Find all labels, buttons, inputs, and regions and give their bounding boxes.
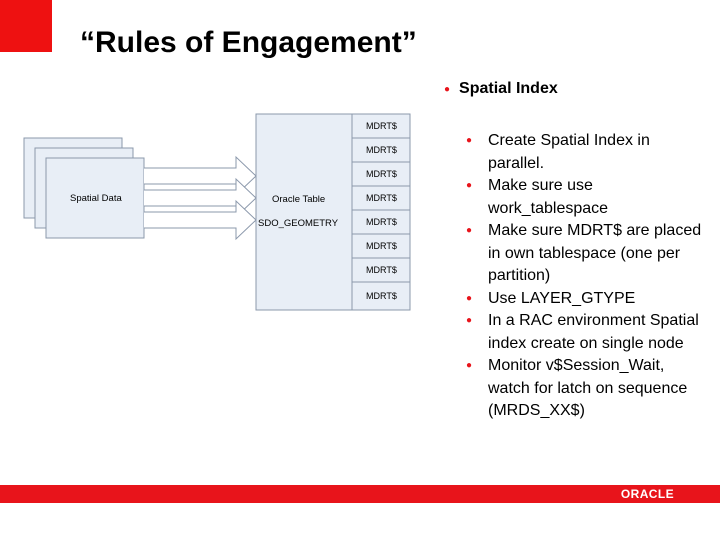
oracle-table-label: Oracle Table <box>272 194 326 205</box>
bullet-dot-icon: ● <box>444 83 451 95</box>
bullet-dot-icon: ● <box>466 360 473 371</box>
mdrt-label: MDRT$ <box>366 241 397 251</box>
mdrt-label: MDRT$ <box>366 291 397 301</box>
bullet-dot-icon: ● <box>466 180 473 191</box>
arrow-3 <box>144 201 256 239</box>
mdrt-column <box>352 114 410 310</box>
bullet-dot-icon: ● <box>466 135 473 146</box>
bullet-list <box>466 130 706 423</box>
mdrt-label: MDRT$ <box>366 193 397 203</box>
bullet-item <box>466 220 706 288</box>
bullet-text: Make sure use work_tablespace <box>488 177 609 217</box>
mdrt-label: MDRT$ <box>366 217 397 227</box>
oracle-table-box <box>256 114 352 310</box>
footer-bar <box>0 485 720 503</box>
mdrt-label: MDRT$ <box>366 169 397 179</box>
bullet-text: Make sure MDRT$ are placed in own tablespace (one per partition) <box>488 222 702 284</box>
bullet-item <box>466 310 706 355</box>
bullet-dot-icon: ● <box>466 315 473 326</box>
mdrt-label: MDRT$ <box>366 121 397 131</box>
bullet-item <box>466 355 706 423</box>
spatial-data-label: Spatial Data <box>70 193 122 204</box>
sdo-geometry-label: SDO_GEOMETRY <box>258 218 339 229</box>
bullet-text: In a RAC environment Spatial index create on single node <box>488 312 699 352</box>
bullet-text: Use LAYER_GTYPE <box>488 289 636 307</box>
bullet-text: Create Spatial Index in parallel. <box>488 132 650 172</box>
mdrt-label: MDRT$ <box>366 265 397 275</box>
bullet-item <box>466 288 706 311</box>
section-heading-text: Spatial Index <box>459 80 558 97</box>
slide-title: “Rules of Engagement” <box>80 26 417 59</box>
mdrt-label: MDRT$ <box>366 145 397 155</box>
bullet-dot-icon: ● <box>466 292 473 304</box>
bullet-item <box>466 175 706 220</box>
oracle-logo: ORACLE <box>620 487 674 501</box>
arrows-group <box>144 157 256 239</box>
bullet-dot-icon: ● <box>466 225 473 236</box>
bullet-text: Monitor v$Session_Wait, watch for latch on sequence (MRDS_XX$) <box>488 357 688 419</box>
bullet-item <box>466 130 706 175</box>
